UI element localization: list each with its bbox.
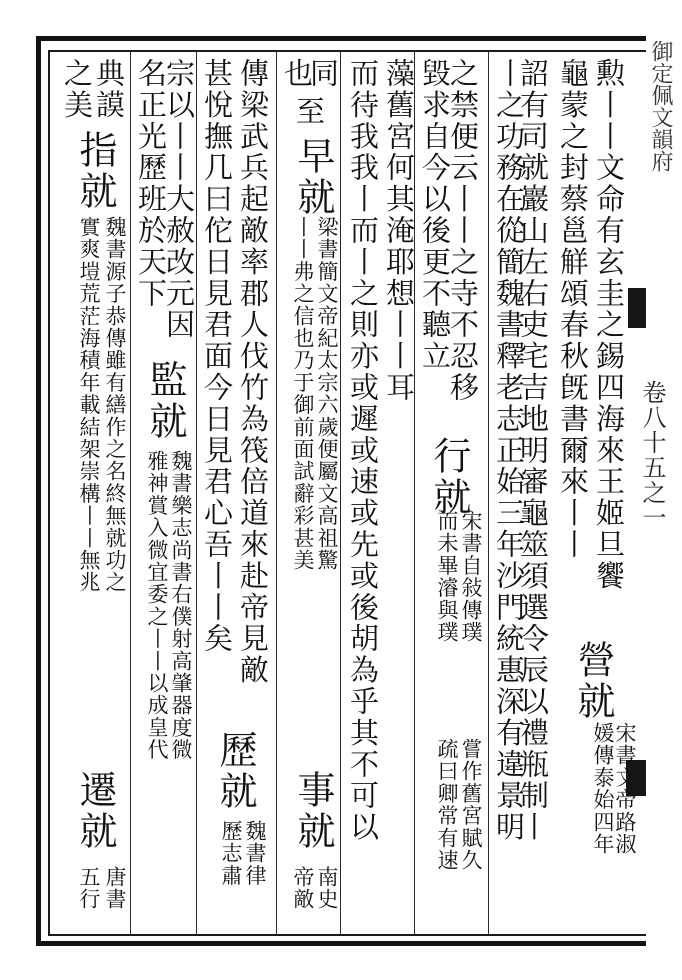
text-column: 之美 [60,58,94,121]
text-column: 丨之功務在從簡魏書釋老志正始三年沙門統惠深有違景明 [492,58,526,843]
text-column: 典謨 [92,58,126,121]
headword: 營就 [571,640,615,722]
subtext-column: 而未畢濬與璞 [435,510,459,644]
subtext-column: 魏書律 [243,820,267,887]
text-column: 也 [280,58,314,90]
volume-label: 卷八十五之一 [638,380,666,530]
text-column: 傳梁武兵起敵率郡人伐竹為筏倍道來赴帝見敵 [236,58,270,686]
column-rule [276,52,277,934]
subtext-column: 宋書自敍傳璞 [459,510,483,644]
subtext-column: 雅神賞入微宜委之丨丨以成皇代 [145,450,169,761]
headword: 早就 [291,136,335,218]
text-column: 而待我我丨而丨之則亦或遲或速或先或後胡為乎其不可以 [346,58,380,843]
text-column: 勲丨丨文命有玄圭之錫四海來王姬旦饗 [592,58,626,592]
text-column: 龜蒙之封蔡邕觧頌春秋旣書爾來丨丨 [556,58,590,561]
subtext-column: 梁書簡文帝紀太宗六歲便屬文高祖驚 [315,216,339,572]
text-column: 藻舊宮何其淹耶想丨丨耳 [382,58,416,404]
text-column: 至 [292,96,326,128]
headword: 歷就 [213,730,257,812]
text-column: 詔有司就巖山左右吏宅吉地明審龜筮須選令辰以禮瓶制丨 [516,58,550,843]
column-rule [340,52,341,934]
text-column: 毀求自今以後更不聽立 [418,58,452,372]
column-rule [130,52,131,934]
subtext-column: 實爽塏荒茫海積年載結架崇構丨丨無兆 [77,216,101,594]
subtext-column: 帝敵 [291,866,315,911]
subtext-column: 唐書 [103,866,127,911]
text-column: 同 [306,58,340,90]
headword: 遷就 [73,770,117,852]
subtext-column: 五行 [77,866,101,911]
text-column: 宗以丨丨大赦改元因 [162,58,196,341]
subtext-column: 歷志肅 [219,820,243,887]
subtext-column: 嘗作舊宮賦久 [459,738,483,872]
subtext-column: 疏曰卿常有速 [435,738,459,872]
headword: 指就 [73,130,117,212]
column-rule [196,52,197,934]
headword: 監就 [143,360,187,442]
running-head: 御定佩文韻府 [648,40,673,172]
headword: 行就 [427,436,471,518]
text-column: 甚悅撫几曰佗日見君面今日見君心吾丨丨矣 [200,58,234,655]
fishtail-mark [628,288,646,328]
subtext-column: 宋書文帝路淑 [613,722,637,856]
text-column: 名正光歷班於天下 [134,58,168,310]
headword: 事就 [291,770,335,852]
subtext-column: 魏書源子恭傳雖有繕作之名終無就功之 [103,216,127,594]
column-rule [488,52,489,934]
text-column: 之禁便云丨丨之寺不忍移 [446,58,480,404]
subtext-column: 丨丨弗之信也乃于御前面試辭彩甚美 [291,216,315,572]
subtext-column: 南史 [315,866,339,911]
subtext-column: 魏書樂志尚書右僕射高肇器度微 [169,450,193,761]
subtext-column: 媛傳泰始四年 [591,722,615,856]
